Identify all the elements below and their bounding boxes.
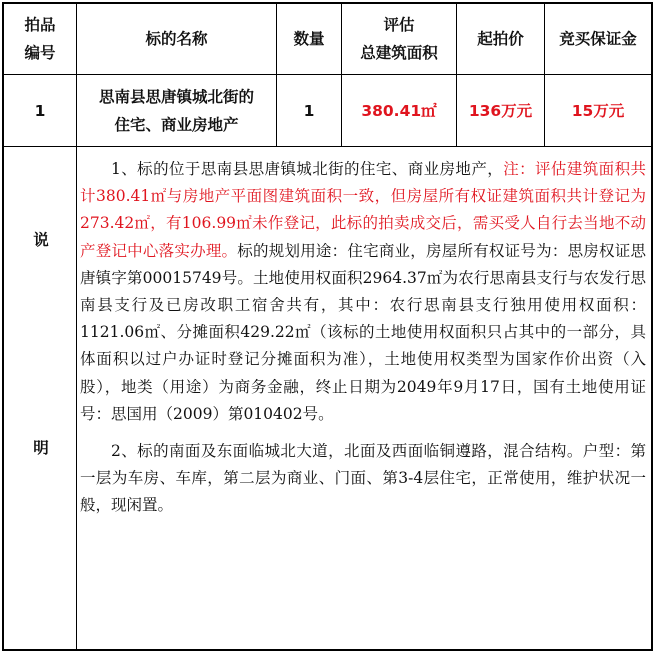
note-p1-intro: 1、标的位于思南县思唐镇城北街的住宅、商业房地产， — [111, 160, 504, 178]
note-p1-warning: 注：评估建筑面积共计380.41㎡与房地产平面图建筑面积一致，但房屋所有权证建筑面积共计登记为273.42㎡，有106.99㎡未作登记，此标的拍卖成交后，需买受人自行去当地不动产登记中心落实办理。 — [80, 160, 646, 260]
note-label-top: 说 — [33, 231, 49, 249]
note-label-bottom: 明 — [33, 439, 49, 457]
header-area-line2: 总建筑面积 — [360, 44, 438, 62]
cell-lot-no: 1 — [34, 101, 46, 120]
cell-start-price: 136万元 — [468, 101, 533, 120]
header-area — [342, 4, 456, 74]
cell-name-line1: 思南县思唐镇城北街的 — [98, 87, 254, 106]
header-lot-no-line2: 编号 — [24, 44, 56, 62]
cell-name-line2: 住宅、商业房地产 — [114, 115, 239, 134]
note-paragraph-2: 2、标的南面及东面临城北大道，北面及西面临铜遵路，混合结构。户型：第一层为车房、车库，第二层为商业、门面、第3-4层住宅，正常使用，维护状况一般，现闲置。 — [80, 442, 646, 515]
cell-quantity: 1 — [303, 101, 315, 120]
header-area-line1: 评估 — [383, 16, 415, 34]
header-quantity: 数量 — [293, 30, 325, 48]
header-start-price: 起拍价 — [477, 30, 524, 48]
cell-deposit: 15万元 — [571, 101, 625, 120]
note-p1-details: 标的规划用途：住宅商业，房屋所有权证号为：思房权证思唐镇字第00015749号。土地使用权面积2964.37㎡为农行思南县支行与农发行思南县支行及已房改职工宿舍共有，其中：农行思南县支行独用使用权面积：1121.06㎡、分摊面积429.22㎡（该标的土地使用权面积只占其中的一部分，具体面积以过户办证时登记分摊面积为准），土地使用权类型为国家作价出资（入股），地类（用途）为商务金融，终止日期为2049年9月17日，国有土地使用证号：思国用（2009）第010402号。 — [80, 241, 646, 423]
auction-lot-table — [2, 2, 653, 651]
header-name: 标的名称 — [145, 30, 208, 48]
note-paragraph-1 — [80, 156, 646, 428]
header-lot-no-line1: 拍品 — [24, 16, 56, 34]
note-text — [80, 156, 646, 520]
data-row-divider — [4, 146, 651, 147]
header-lot-no — [4, 4, 76, 74]
cell-name — [77, 75, 276, 146]
cell-area: 380.41㎡ — [361, 101, 437, 120]
header-deposit: 竞买保证金 — [559, 30, 637, 48]
